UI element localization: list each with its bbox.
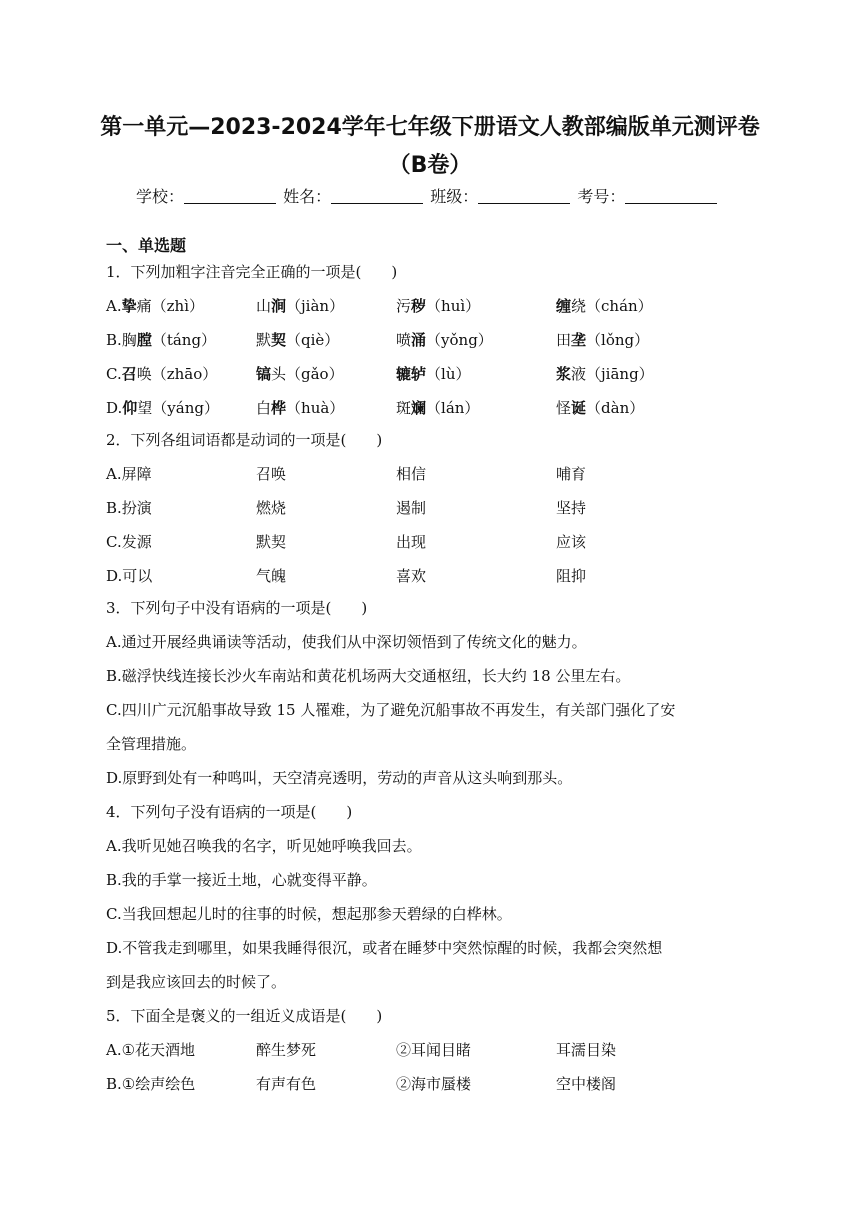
word-part: 唤（zhāo） bbox=[136, 365, 218, 383]
word-part: （huà） bbox=[286, 399, 345, 417]
class-label: 班级： bbox=[430, 187, 479, 206]
number-label: 考号： bbox=[577, 187, 626, 206]
q1-option-a-item-1 bbox=[106, 295, 204, 316]
q2-word: 哺育 bbox=[556, 465, 587, 483]
word-part: 头（gǎo） bbox=[271, 365, 344, 383]
number-blank[interactable] bbox=[625, 189, 717, 204]
q4-option-b: B.我的手掌一接近土地，心就变得平静。 bbox=[106, 871, 377, 889]
q1-option-b-item-2 bbox=[256, 329, 339, 350]
q1-option-d-item-1 bbox=[106, 397, 219, 418]
name-blank[interactable] bbox=[331, 189, 423, 204]
word-part: 默 bbox=[256, 331, 272, 349]
q2-word: 喜欢 bbox=[396, 567, 427, 585]
word-part: 胸 bbox=[121, 331, 137, 349]
word-part: （dàn） bbox=[586, 399, 645, 417]
q5-idiom: ②耳闻目睹 bbox=[396, 1041, 472, 1059]
q2-word: 出现 bbox=[396, 533, 427, 551]
q2-word: 应该 bbox=[556, 533, 587, 551]
q1-option-c-item-2 bbox=[256, 363, 344, 384]
word-part: 山 bbox=[256, 297, 272, 315]
word-part: 污 bbox=[396, 297, 412, 315]
student-info-row bbox=[136, 184, 719, 207]
word-part: 怪 bbox=[556, 399, 572, 417]
q1-option-b-item-4 bbox=[556, 329, 649, 350]
q1-option-c-item-4 bbox=[556, 363, 654, 384]
q1-option-d-item-3 bbox=[396, 397, 479, 418]
q3-option-c: C.四川广元沉船事故导致 15 人罹难，为了避免沉船事故不再发生，有关部门强化了安 bbox=[106, 701, 676, 719]
q2-word: 默契 bbox=[256, 533, 287, 551]
q5-idiom: 有声有色 bbox=[256, 1075, 317, 1093]
q1-option-letter: C. bbox=[106, 365, 122, 383]
word-part: （jiàn） bbox=[286, 297, 345, 315]
word-part: （lǒng） bbox=[586, 331, 650, 349]
q1-option-letter: A. bbox=[106, 297, 122, 315]
q2-word: 燃烧 bbox=[256, 499, 287, 517]
exam-title: 第一单元—2023-2024学年七年级下册语文人教部编版单元测评卷 bbox=[100, 115, 760, 140]
q1-option-a-item-3 bbox=[396, 295, 480, 316]
bold-char: 浆 bbox=[556, 365, 572, 383]
q5-idiom: 空中楼阁 bbox=[556, 1075, 617, 1093]
word-part: 白 bbox=[256, 399, 272, 417]
q1-option-c-item-1 bbox=[106, 363, 217, 384]
word-part: 痛（zhì） bbox=[136, 297, 204, 315]
q5-idiom: 耳濡目染 bbox=[556, 1041, 617, 1059]
q1-stem: 1．下列加粗字注音完全正确的一项是( ) bbox=[106, 263, 398, 281]
q2-word: 阻抑 bbox=[556, 567, 587, 585]
q5-idiom: 醉生梦死 bbox=[256, 1041, 317, 1059]
q5-stem: 5．下面全是褒义的一组近义成语是( ) bbox=[106, 1007, 383, 1025]
bold-char: 垄 bbox=[571, 331, 587, 349]
q2-word: 召唤 bbox=[256, 465, 287, 483]
q1-option-b-item-3 bbox=[396, 329, 493, 350]
school-label: 学校： bbox=[136, 187, 185, 206]
bold-char: 召 bbox=[121, 365, 137, 383]
bold-char: 缠 bbox=[556, 297, 572, 315]
bold-char: 镐 bbox=[256, 365, 272, 383]
word-part: （táng） bbox=[151, 331, 217, 349]
bold-char: 诞 bbox=[571, 399, 587, 417]
q2-word: 气魄 bbox=[256, 567, 287, 585]
bold-char: 挚 bbox=[121, 297, 137, 315]
q2-word: 遏制 bbox=[396, 499, 427, 517]
q3-option-b: B.磁浮快线连接长沙火车南站和黄花机场两大交通枢纽，长大约 18 公里左右。 bbox=[106, 667, 631, 685]
q2-stem: 2．下列各组词语都是动词的一项是( ) bbox=[106, 431, 383, 449]
q2-word: B.扮演 bbox=[106, 499, 152, 517]
q3-option-d: D.原野到处有一种鸣叫，天空清亮透明，劳动的声音从这头响到那头。 bbox=[106, 769, 573, 787]
q5-idiom: ②海市蜃楼 bbox=[396, 1075, 472, 1093]
bold-char: 桦 bbox=[271, 399, 287, 417]
q1-option-a-item-4 bbox=[556, 295, 653, 316]
q3-option-c-cont: 全管理措施。 bbox=[106, 735, 197, 753]
exam-subtitle: （B卷） bbox=[388, 153, 472, 178]
q5-idiom: A.①花天酒地 bbox=[106, 1041, 196, 1059]
word-part: 液（jiāng） bbox=[571, 365, 654, 383]
q1-option-letter: B. bbox=[106, 331, 122, 349]
q5-idiom: B.①绘声绘色 bbox=[106, 1075, 196, 1093]
q3-stem: 3．下列句子中没有语病的一项是( ) bbox=[106, 599, 368, 617]
word-part: 望（yáng） bbox=[137, 399, 219, 417]
q1-option-d-item-4 bbox=[556, 397, 644, 418]
q4-option-c: C.当我回想起儿时的往事的时候，想起那参天碧绿的白桦林。 bbox=[106, 905, 512, 923]
q1-option-c-item-3 bbox=[396, 363, 471, 384]
bold-char: 涧 bbox=[271, 297, 287, 315]
section-title: 一、单选题 bbox=[106, 236, 187, 255]
bold-char: 契 bbox=[271, 331, 287, 349]
q1-option-a-item-2 bbox=[256, 295, 344, 316]
q2-word: 坚持 bbox=[556, 499, 587, 517]
bold-char: 膛 bbox=[136, 331, 152, 349]
q1-option-b-item-1 bbox=[106, 329, 216, 350]
bold-char: 辘 bbox=[396, 365, 412, 383]
bold-char: 秽 bbox=[411, 297, 427, 315]
word-part: （huì） bbox=[426, 297, 481, 315]
q2-word: C.发源 bbox=[106, 533, 152, 551]
word-part: 绕（chán） bbox=[571, 297, 653, 315]
word-part: （lán） bbox=[426, 399, 480, 417]
word-part: （lù） bbox=[426, 365, 471, 383]
word-part: 田 bbox=[556, 331, 572, 349]
name-label: 姓名： bbox=[283, 187, 332, 206]
class-blank[interactable] bbox=[478, 189, 570, 204]
bold-char: 轳 bbox=[411, 365, 427, 383]
school-blank[interactable] bbox=[184, 189, 276, 204]
q4-option-d: D.不管我走到哪里，如果我睡得很沉，或者在睡梦中突然惊醒的时候，我都会突然想 bbox=[106, 939, 663, 957]
q4-stem: 4．下列句子没有语病的一项是( ) bbox=[106, 803, 353, 821]
q4-option-d-cont: 到是我应该回去的时候了。 bbox=[106, 973, 287, 991]
q2-word: D.可以 bbox=[106, 567, 153, 585]
word-part: （qiè） bbox=[286, 331, 340, 349]
bold-char: 仰 bbox=[122, 399, 138, 417]
word-part: （yǒng） bbox=[426, 331, 493, 349]
q1-option-letter: D. bbox=[106, 399, 123, 417]
q3-option-a: A.通过开展经典诵读等活动，使我们从中深切领悟到了传统文化的魅力。 bbox=[106, 633, 587, 651]
q2-word: 相信 bbox=[396, 465, 427, 483]
q2-word: A.屏障 bbox=[106, 465, 152, 483]
bold-char: 涌 bbox=[411, 331, 427, 349]
word-part: 喷 bbox=[396, 331, 412, 349]
word-part: 斑 bbox=[396, 399, 412, 417]
bold-char: 斓 bbox=[411, 399, 427, 417]
q1-option-d-item-2 bbox=[256, 397, 344, 418]
q4-option-a: A.我听见她召唤我的名字，听见她呼唤我回去。 bbox=[106, 837, 422, 855]
